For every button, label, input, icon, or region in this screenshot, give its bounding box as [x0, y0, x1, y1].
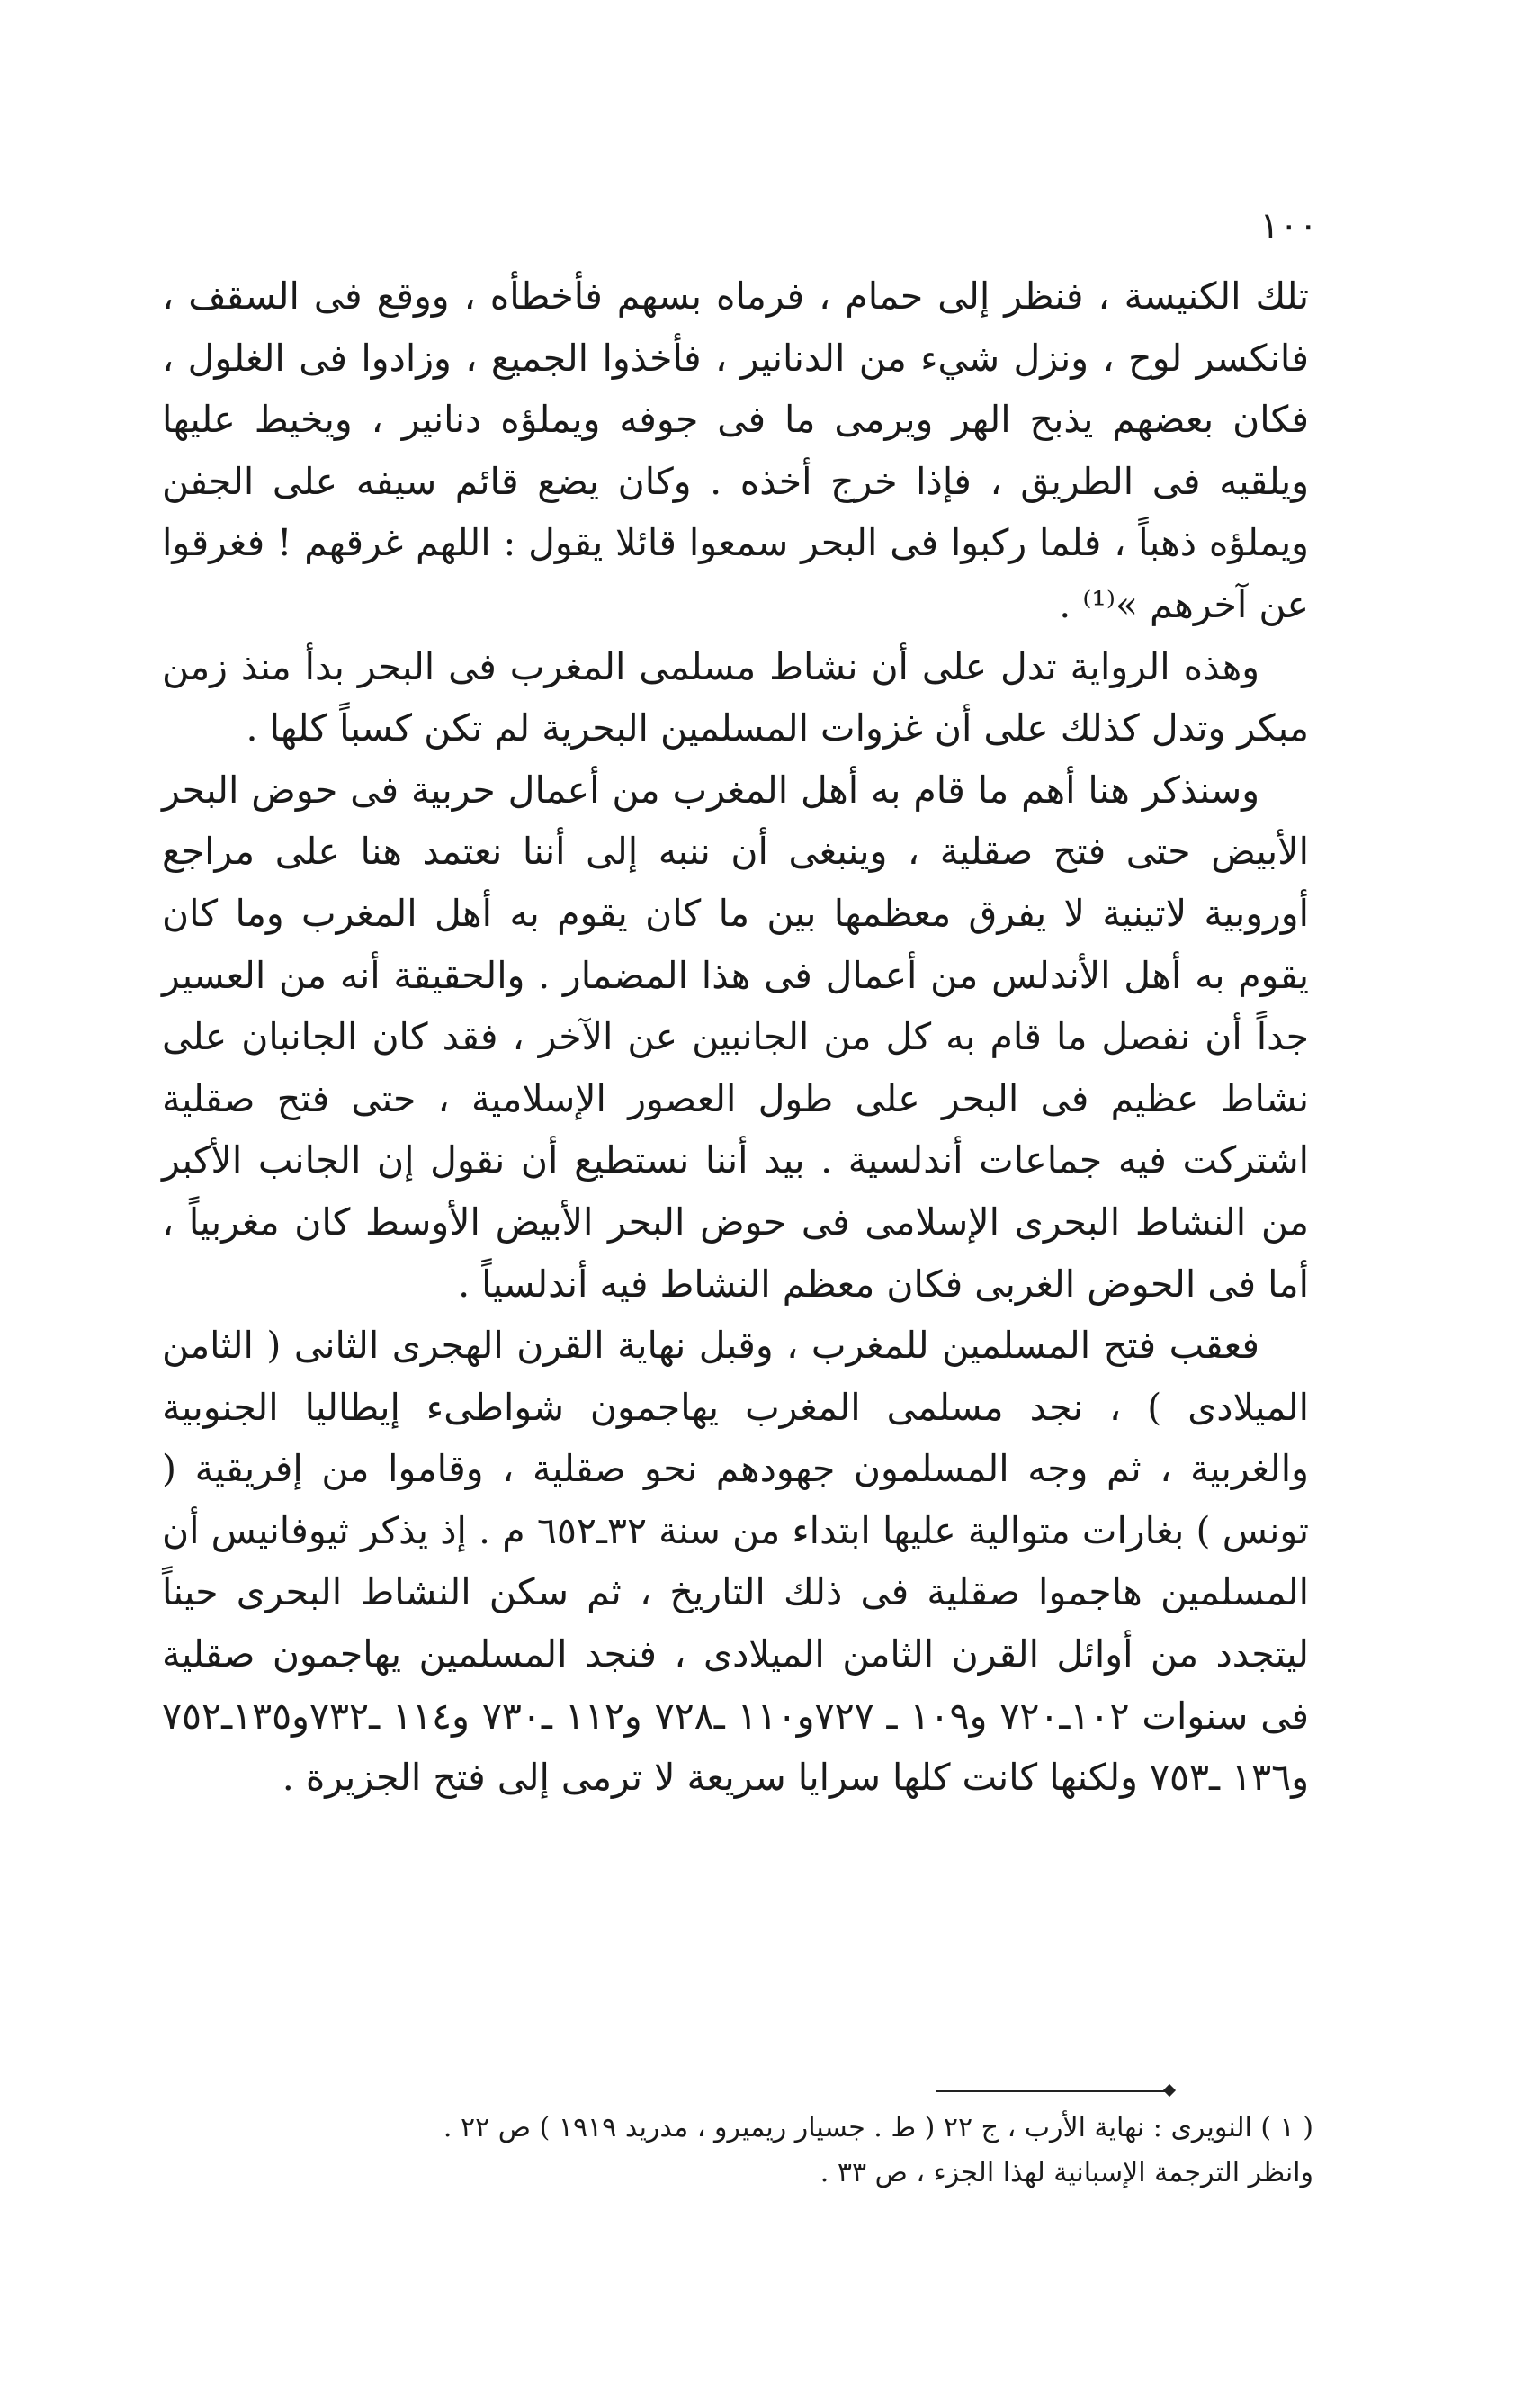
- footnote-line: وانظر الترجمة الإسبانية لهذا الجزء ، ص ٣٣ .: [820, 2157, 1313, 2188]
- text-line: و١٠٩ ـ ٧٢٧و١١٠ ـ٧٢٨ و١١٢ ـ٧٣٠ و١١٤ ـ٧٣٢و١٣٥ـ٧٥٢ و١٣٦: [162, 1694, 1309, 1800]
- text-line: وتدل كذلك على أن غزوات المسلمين البحرية لم تكن كسباً كلها .: [246, 706, 1226, 750]
- text-line: الغربى فكان معظم النشاط فيه أندلسياً .: [458, 1262, 1076, 1306]
- footnote-separator-ornament: [1163, 2084, 1176, 2097]
- paragraph-1: [162, 265, 1309, 636]
- text-line: وسنذكر هنا أهم ما قام به أهل المغرب من أعمال حربية فى حوض البحر: [162, 768, 1259, 812]
- paragraph-2: [162, 636, 1309, 759]
- text-line: البحرى الإسلامى فى حوض البحر الأبيض الأوسط كان مغربياً ، أما فى الحوض: [162, 1200, 1309, 1306]
- text-line: الميلادى ) ، نجد مسلمى المغرب يهاجمون شواطىء إيطاليا الجنوبية والغربية ،: [162, 1385, 1309, 1491]
- text-line: القرن الثامن الميلادى ، فنجد المسلمين يهاجمون صقلية فى سنوات ١٠٢ـ٧٢٠: [162, 1632, 1309, 1738]
- footnote-1: [162, 2106, 1313, 2196]
- paragraph-4: [162, 1315, 1309, 1809]
- text-line: فلما ركبوا فى البحر سمعوا قائلا يقول : اللهم غرقهم ! فغرقوا عن آخرهم »⁽¹⁾ .: [162, 521, 1309, 626]
- text-line: نفصل ما قام به كل من الجانبين عن الآخر ، فقد كان الجانبان على نشاط: [162, 1015, 1309, 1120]
- text-line: الطريق ، فإذا خرج أخذه . وكان يضع قائم سيفه على الجفن ويملؤه ذهباً ،: [162, 459, 1309, 565]
- text-line: جماعات أندلسية . بيد أننا نستطيع أن نقول إن الجانب الأكبر من النشاط: [162, 1138, 1309, 1244]
- text-line: عظيم فى البحر على طول العصور الإسلامية ، حتى فتح صقلية اشتركت فيه: [162, 1076, 1309, 1182]
- body-text: [162, 265, 1309, 1809]
- footnote-line: ( ١ ) النويرى : نهاية الأرب ، ج ٢٢ ( ط . جسيار ريميرو ، مدريد ١٩١٩ ) ص ٢٢ .: [443, 2112, 1313, 2143]
- text-line: وهذه الرواية تدل على أن نشاط مسلمى المغرب فى البحر بدأ منذ زمن مبكر: [162, 644, 1309, 750]
- text-line: تلك الكنيسة ، فنظر إلى حمام ، فرماه بسهم فأخطأه ، ووقع فى السقف ، فانكسر: [162, 274, 1309, 380]
- footnotes: [162, 2106, 1313, 2196]
- text-line: هاجموا صقلية فى ذلك التاريخ ، ثم سكن النشاط البحرى حيناً ليتجدد من أوائل: [162, 1570, 1309, 1676]
- text-line: ـ٧٥٣ ولكنها كانت كلها سرايا سريعة لا ترمى إلى فتح الجزيرة .: [282, 1756, 1221, 1800]
- footnote-separator: [936, 2090, 1169, 2092]
- text-line: الأبيض حتى فتح صقلية ، وينبغى أن ننبه إلى أننا نعتمد هنا على مراجع: [162, 830, 1309, 874]
- page-number: ١٠٠: [1259, 205, 1318, 247]
- text-line: أوروبية لاتينية لا يفرق معظمها بين ما كان يقوم به أهل المغرب وما كان يقوم: [162, 891, 1309, 997]
- text-line: بعضهم يذبح الهر ويرمى ما فى جوفه ويملؤه دنانير ، ويخيط عليها ويلقيه فى: [162, 398, 1309, 503]
- paragraph-3: [162, 759, 1309, 1315]
- text-line: فعقب فتح المسلمين للمغرب ، وقبل نهاية القرن الهجرى الثانى ( الثامن: [162, 1324, 1259, 1368]
- text-line: لوح ، ونزل شيء من الدنانير ، فأخذوا الجميع ، وزادوا فى الغلول ، فكان: [162, 336, 1309, 442]
- text-line: ثم وجه المسلمون جهودهم نحو صقلية ، وقاموا من إفريقية ( تونس ) بغارات: [162, 1447, 1309, 1552]
- text-line: به أهل الأندلس من أعمال فى هذا المضمار . والحقيقة أنه من العسير جداً أن: [162, 953, 1309, 1059]
- text-line: متوالية عليها ابتداء من سنة ٣٢ـ٦٥٢ م . إذ يذكر ثيوفانيس أن المسلمين: [162, 1508, 1309, 1614]
